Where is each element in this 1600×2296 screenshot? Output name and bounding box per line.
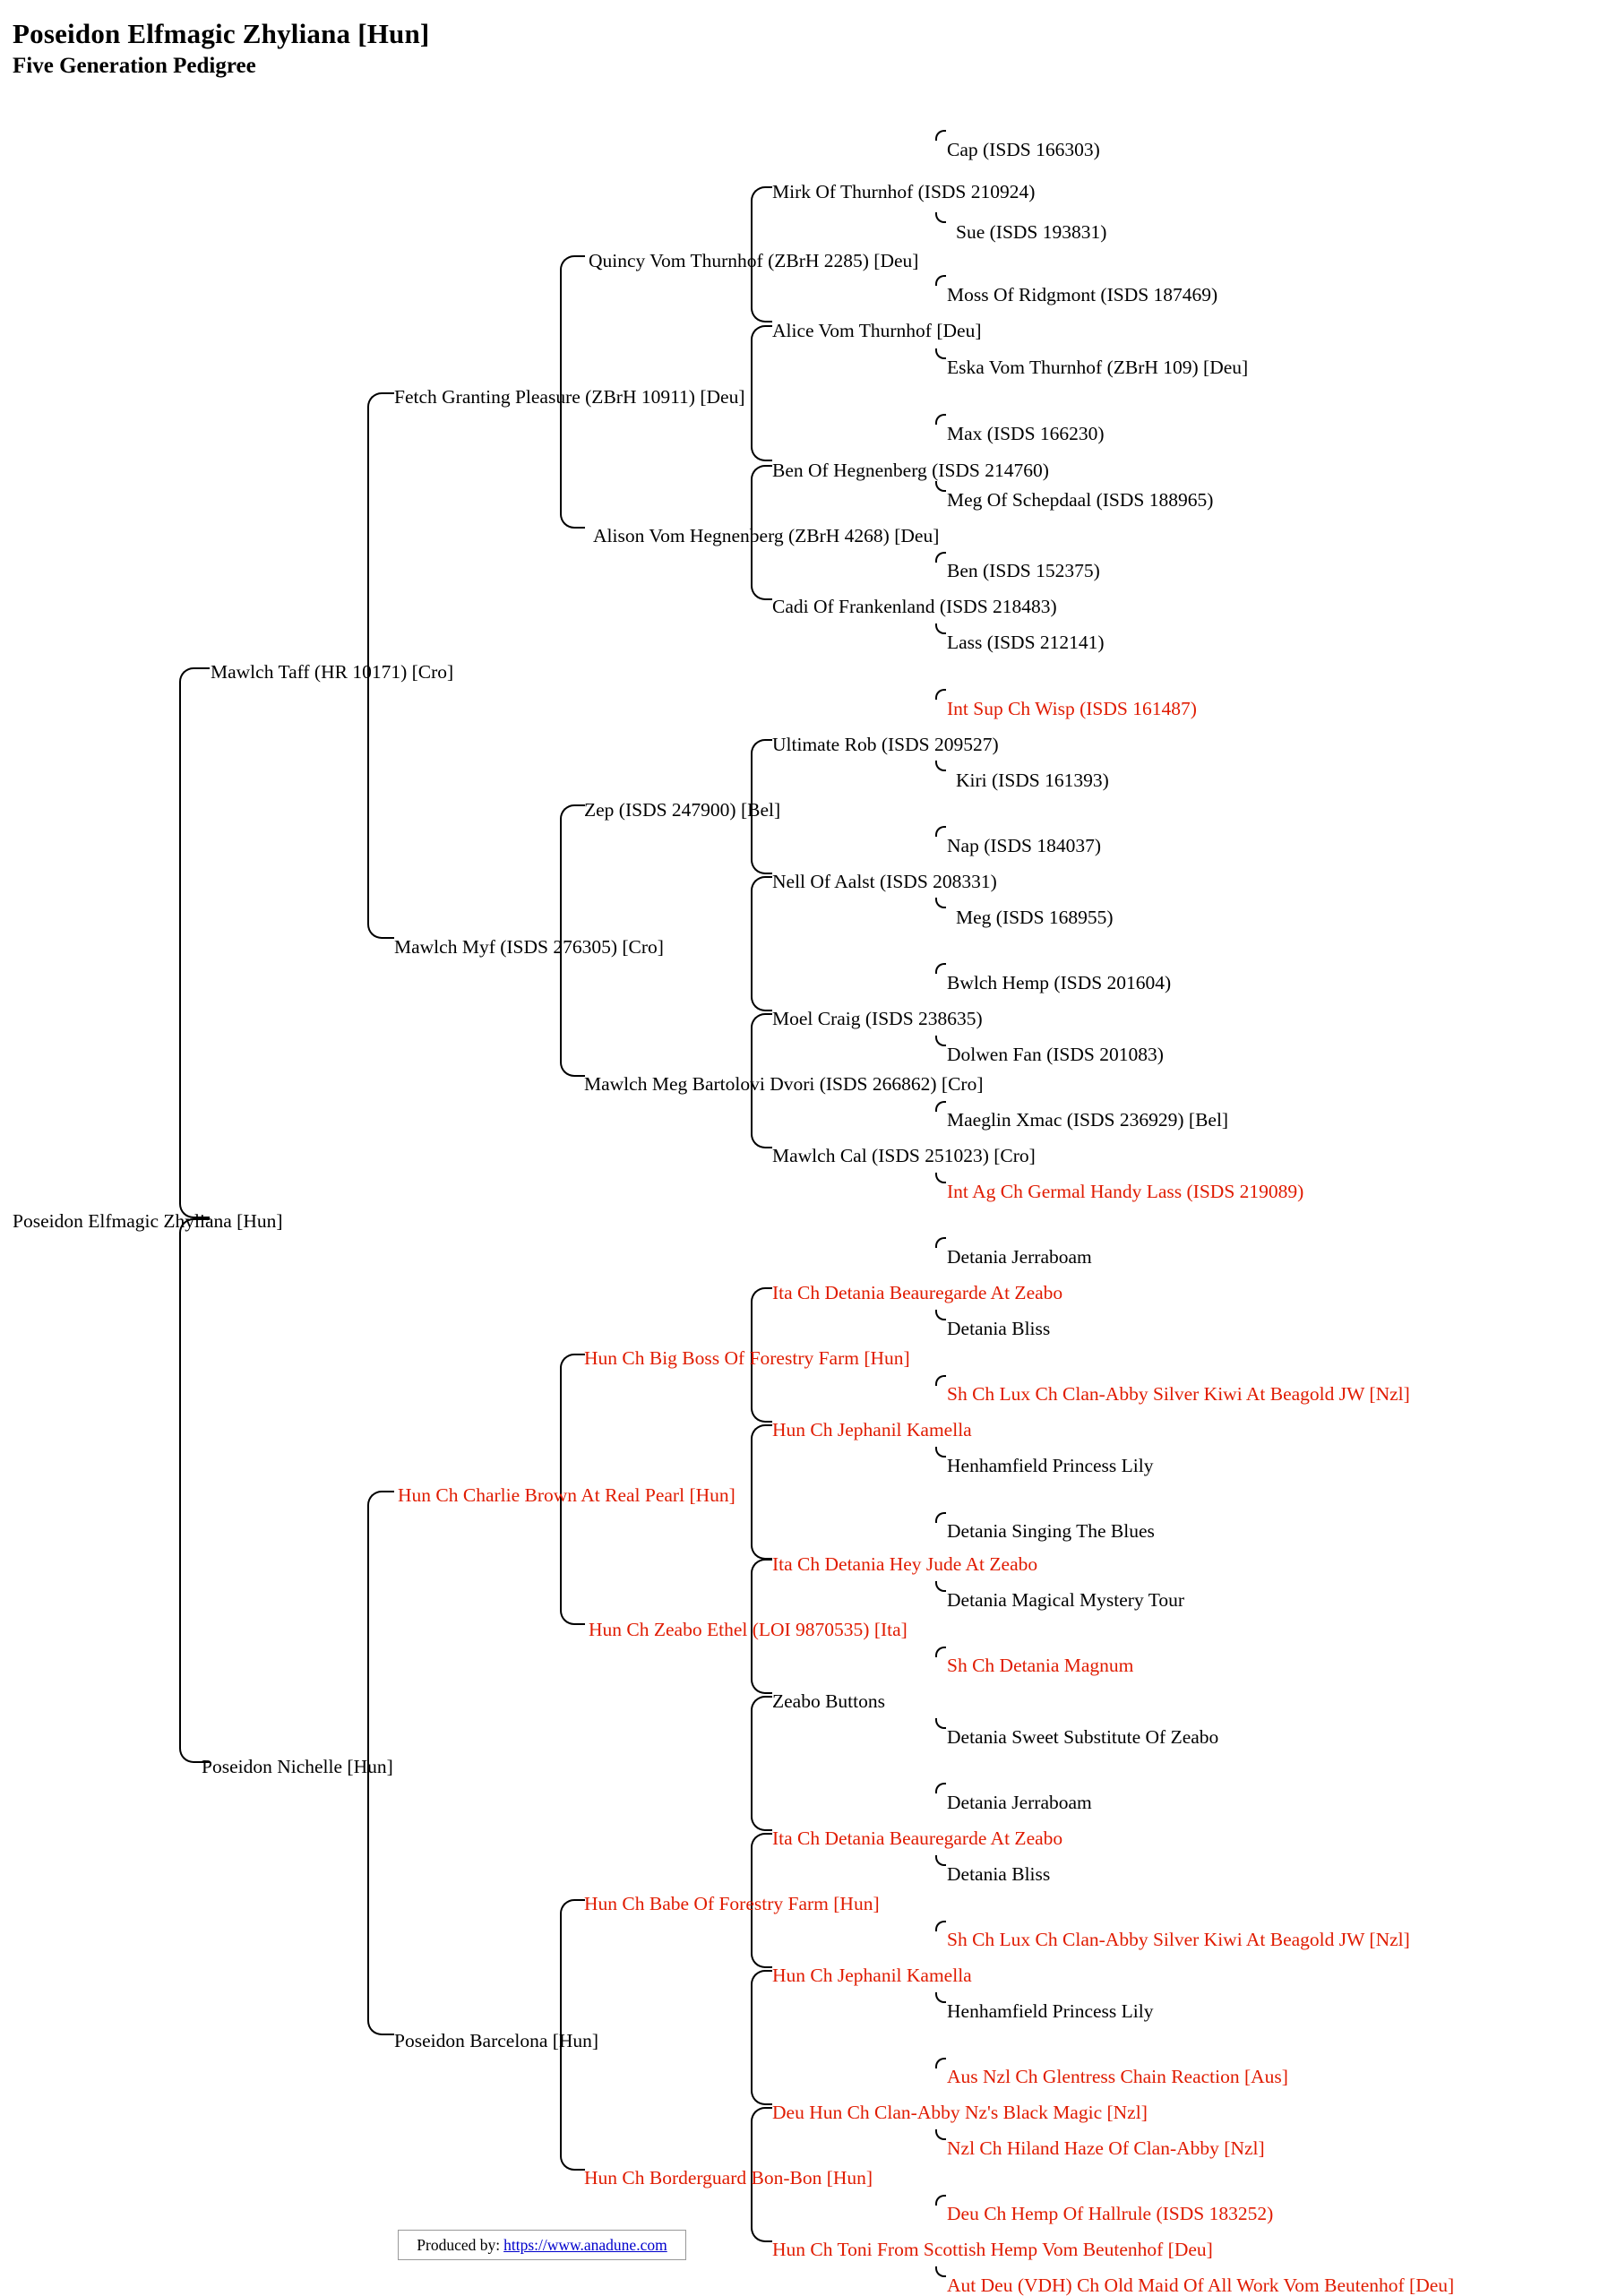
pedigree-node[interactable]: Nell Of Aalst (ISDS 208331) [772,871,997,892]
pedigree-connector-down [935,414,946,425]
pedigree-node[interactable]: Maeglin Xmac (ISDS 236929) [Bel] [947,1109,1229,1131]
pedigree-node[interactable]: Sh Ch Lux Ch Clan-Abby Silver Kiwi At Beagold JW [Nzl] [947,1929,1410,1950]
produced-by-label: Produced by: [417,2235,501,2254]
pedigree-node[interactable]: Moss Of Ridgmont (ISDS 187469) [947,284,1218,305]
pedigree-brace [751,876,772,1011]
pedigree-node[interactable]: Detania Magical Mystery Tour [947,1589,1184,1611]
pedigree-connector-down [935,1783,946,1793]
pedigree-connector-up [935,898,946,908]
pedigree-node[interactable]: Henhamfield Princess Lily [947,1455,1154,1476]
pedigree-connector-up [935,2266,946,2277]
pedigree-node[interactable]: Hun Ch Borderguard Bon-Bon [Hun] [584,2167,873,2189]
pedigree-connector-down [935,963,946,974]
pedigree-node[interactable]: Mawlch Taff (HR 10171) [Cro] [211,661,454,683]
pedigree-node[interactable]: Bwlch Hemp (ISDS 201604) [947,972,1172,993]
pedigree-connector-down [935,1647,946,1657]
pedigree-node[interactable]: Mirk Of Thurnhof (ISDS 210924) [772,181,1036,202]
pedigree-node[interactable]: Moel Craig (ISDS 238635) [772,1008,983,1029]
pedigree-connector-down [935,1921,946,1931]
pedigree-node[interactable]: Cadi Of Frankenland (ISDS 218483) [772,596,1057,617]
pedigree-connector-down [935,275,946,286]
pedigree-node[interactable]: Quincy Vom Thurnhof (ZBrH 2285) [Deu] [589,250,919,271]
pedigree-node[interactable]: Lass (ISDS 212141) [947,632,1105,653]
pedigree-connector-up [935,2129,946,2140]
pedigree-connector-down [935,552,946,563]
pedigree-node[interactable]: Poseidon Nichelle [Hun] [202,1756,393,1777]
pedigree-node[interactable]: Max (ISDS 166230) [947,423,1105,444]
pedigree-node[interactable]: Nzl Ch Hiland Haze Of Clan-Abby [Nzl] [947,2137,1265,2159]
pedigree-connector-up [935,1855,946,1866]
pedigree-connector-down [935,1237,946,1248]
pedigree-node[interactable]: Ita Ch Detania Beauregarde At Zeabo [772,1827,1063,1849]
pedigree-brace [751,1696,772,1831]
producer-credit [398,2230,686,2260]
pedigree-connector-up [935,1447,946,1458]
pedigree-node[interactable]: Detania Jerraboam [947,1792,1092,1813]
pedigree-node[interactable]: Nap (ISDS 184037) [947,835,1101,856]
pedigree-node[interactable]: Detania Bliss [947,1863,1051,1885]
pedigree-node[interactable]: Mawlch Cal (ISDS 251023) [Cro] [772,1145,1036,1166]
pedigree-connector-down [935,1512,946,1523]
pedigree-connector-up [935,481,946,492]
pedigree-node[interactable]: Hun Ch Toni From Scottish Hemp Vom Beutenhof [Deu] [772,2239,1213,2260]
pedigree-node[interactable]: Henhamfield Princess Lily [947,2000,1154,2022]
pedigree-connector-down [935,130,946,141]
pedigree-node[interactable]: Zep (ISDS 247900) [Bel] [584,799,781,821]
pedigree-node[interactable]: Hun Ch Zeabo Ethel (LOI 9870535) [Ita] [589,1619,908,1640]
pedigree-node[interactable]: Detania Jerraboam [947,1246,1092,1268]
pedigree-brace [751,325,772,461]
pedigree-node[interactable]: Eska Vom Thurnhof (ZBrH 109) [Deu] [947,357,1249,378]
pedigree-connector-down [935,1101,946,1112]
pedigree-node[interactable]: Ben (ISDS 152375) [947,560,1100,581]
pedigree-connector-up [935,761,946,771]
pedigree-node[interactable]: Detania Sweet Substitute Of Zeabo [947,1726,1219,1748]
pedigree-brace [179,1218,210,1763]
pedigree-node[interactable]: Ita Ch Detania Hey Jude At Zeabo [772,1553,1038,1575]
pedigree-node[interactable]: Mawlch Meg Bartolovi Dvori (ISDS 266862) [Cro] [584,1073,984,1095]
pedigree-connector-up [935,1310,946,1320]
pedigree-node[interactable]: Ben Of Hegnenberg (ISDS 214760) [772,460,1049,481]
pedigree-node[interactable]: Int Sup Ch Wisp (ISDS 161487) [947,698,1197,719]
pedigree-node[interactable]: Alice Vom Thurnhof [Deu] [772,320,982,341]
pedigree-connector-down [935,2195,946,2206]
pedigree-node[interactable]: Sue (ISDS 193831) [956,221,1107,243]
pedigree-node[interactable]: Aus Nzl Ch Glentress Chain Reaction [Aus] [947,2066,1288,2087]
pedigree-node[interactable]: Sh Ch Lux Ch Clan-Abby Silver Kiwi At Beagold JW [Nzl] [947,1383,1410,1405]
anadune-link[interactable]: https://www.anadune.com [503,2235,667,2254]
pedigree-node[interactable]: Hun Ch Babe Of Forestry Farm [Hun] [584,1893,880,1914]
pedigree-node[interactable]: Cap (ISDS 166303) [947,139,1100,160]
pedigree-node[interactable]: Alison Vom Hegnenberg (ZBrH 4268) [Deu] [593,525,940,546]
pedigree-node[interactable]: Hun Ch Jephanil Kamella [772,1419,972,1440]
pedigree-connector-up [935,1718,946,1729]
pedigree-node[interactable]: Int Ag Ch Germal Handy Lass (ISDS 219089) [947,1181,1304,1202]
pedigree-connector-up [935,212,946,223]
pedigree-brace [179,667,210,1218]
pedigree-connector-up [935,1581,946,1592]
pedigree-node[interactable]: Hun Ch Charlie Brown At Real Pearl [Hun] [398,1484,735,1506]
pedigree-node[interactable]: Kiri (ISDS 161393) [956,770,1109,791]
pedigree-node[interactable]: Ultimate Rob (ISDS 209527) [772,734,999,755]
pedigree-node[interactable]: Dolwen Fan (ISDS 201083) [947,1044,1164,1065]
pedigree-node[interactable]: Deu Hun Ch Clan-Abby Nz's Black Magic [Nzl] [772,2102,1148,2123]
pedigree-connector-down [935,2058,946,2068]
pedigree-node[interactable]: Hun Ch Big Boss Of Forestry Farm [Hun] [584,1347,910,1369]
pedigree-connector-up [935,623,946,634]
pedigree-connector-down [935,1375,946,1386]
pedigree-node[interactable]: Deu Ch Hemp Of Hallrule (ISDS 183252) [947,2203,1274,2224]
pedigree-node[interactable]: Hun Ch Jephanil Kamella [772,1965,972,1986]
pedigree-connector-down [935,689,946,700]
pedigree-node[interactable]: Fetch Granting Pleasure (ZBrH 10911) [Deu] [394,386,745,408]
pedigree-node[interactable]: Mawlch Myf (ISDS 276305) [Cro] [394,936,664,958]
pedigree-brace [751,1970,772,2105]
pedigree-node[interactable]: Zeabo Buttons [772,1690,885,1712]
pedigree-connector-up [935,1036,946,1046]
pedigree-node[interactable]: Aut Deu (VDH) Ch Old Maid Of All Work Vom Beutenhof [Deu] [947,2275,1455,2296]
pedigree-node[interactable]: Detania Singing The Blues [947,1520,1155,1542]
pedigree-connector-up [935,1173,946,1183]
pedigree-node[interactable]: Detania Bliss [947,1318,1051,1339]
pedigree-node[interactable]: Meg Of Schepdaal (ISDS 188965) [947,489,1214,511]
pedigree-node[interactable]: Poseidon Elfmagic Zhyliana [Hun] [13,1210,283,1232]
pedigree-connector-down [935,826,946,837]
pedigree-node[interactable]: Sh Ch Detania Magnum [947,1655,1134,1676]
page-title: Poseidon Elfmagic Zhyliana [Hun] [13,18,430,49]
pedigree-connector-up [935,348,946,359]
pedigree-connector-up [935,1992,946,2003]
pedigree-node[interactable]: Ita Ch Detania Beauregarde At Zeabo [772,1282,1063,1303]
pedigree-brace [751,1424,772,1560]
page-subtitle: Five Generation Pedigree [13,54,256,78]
pedigree-node[interactable]: Poseidon Barcelona [Hun] [394,2030,599,2051]
pedigree-node[interactable]: Meg (ISDS 168955) [956,907,1114,928]
